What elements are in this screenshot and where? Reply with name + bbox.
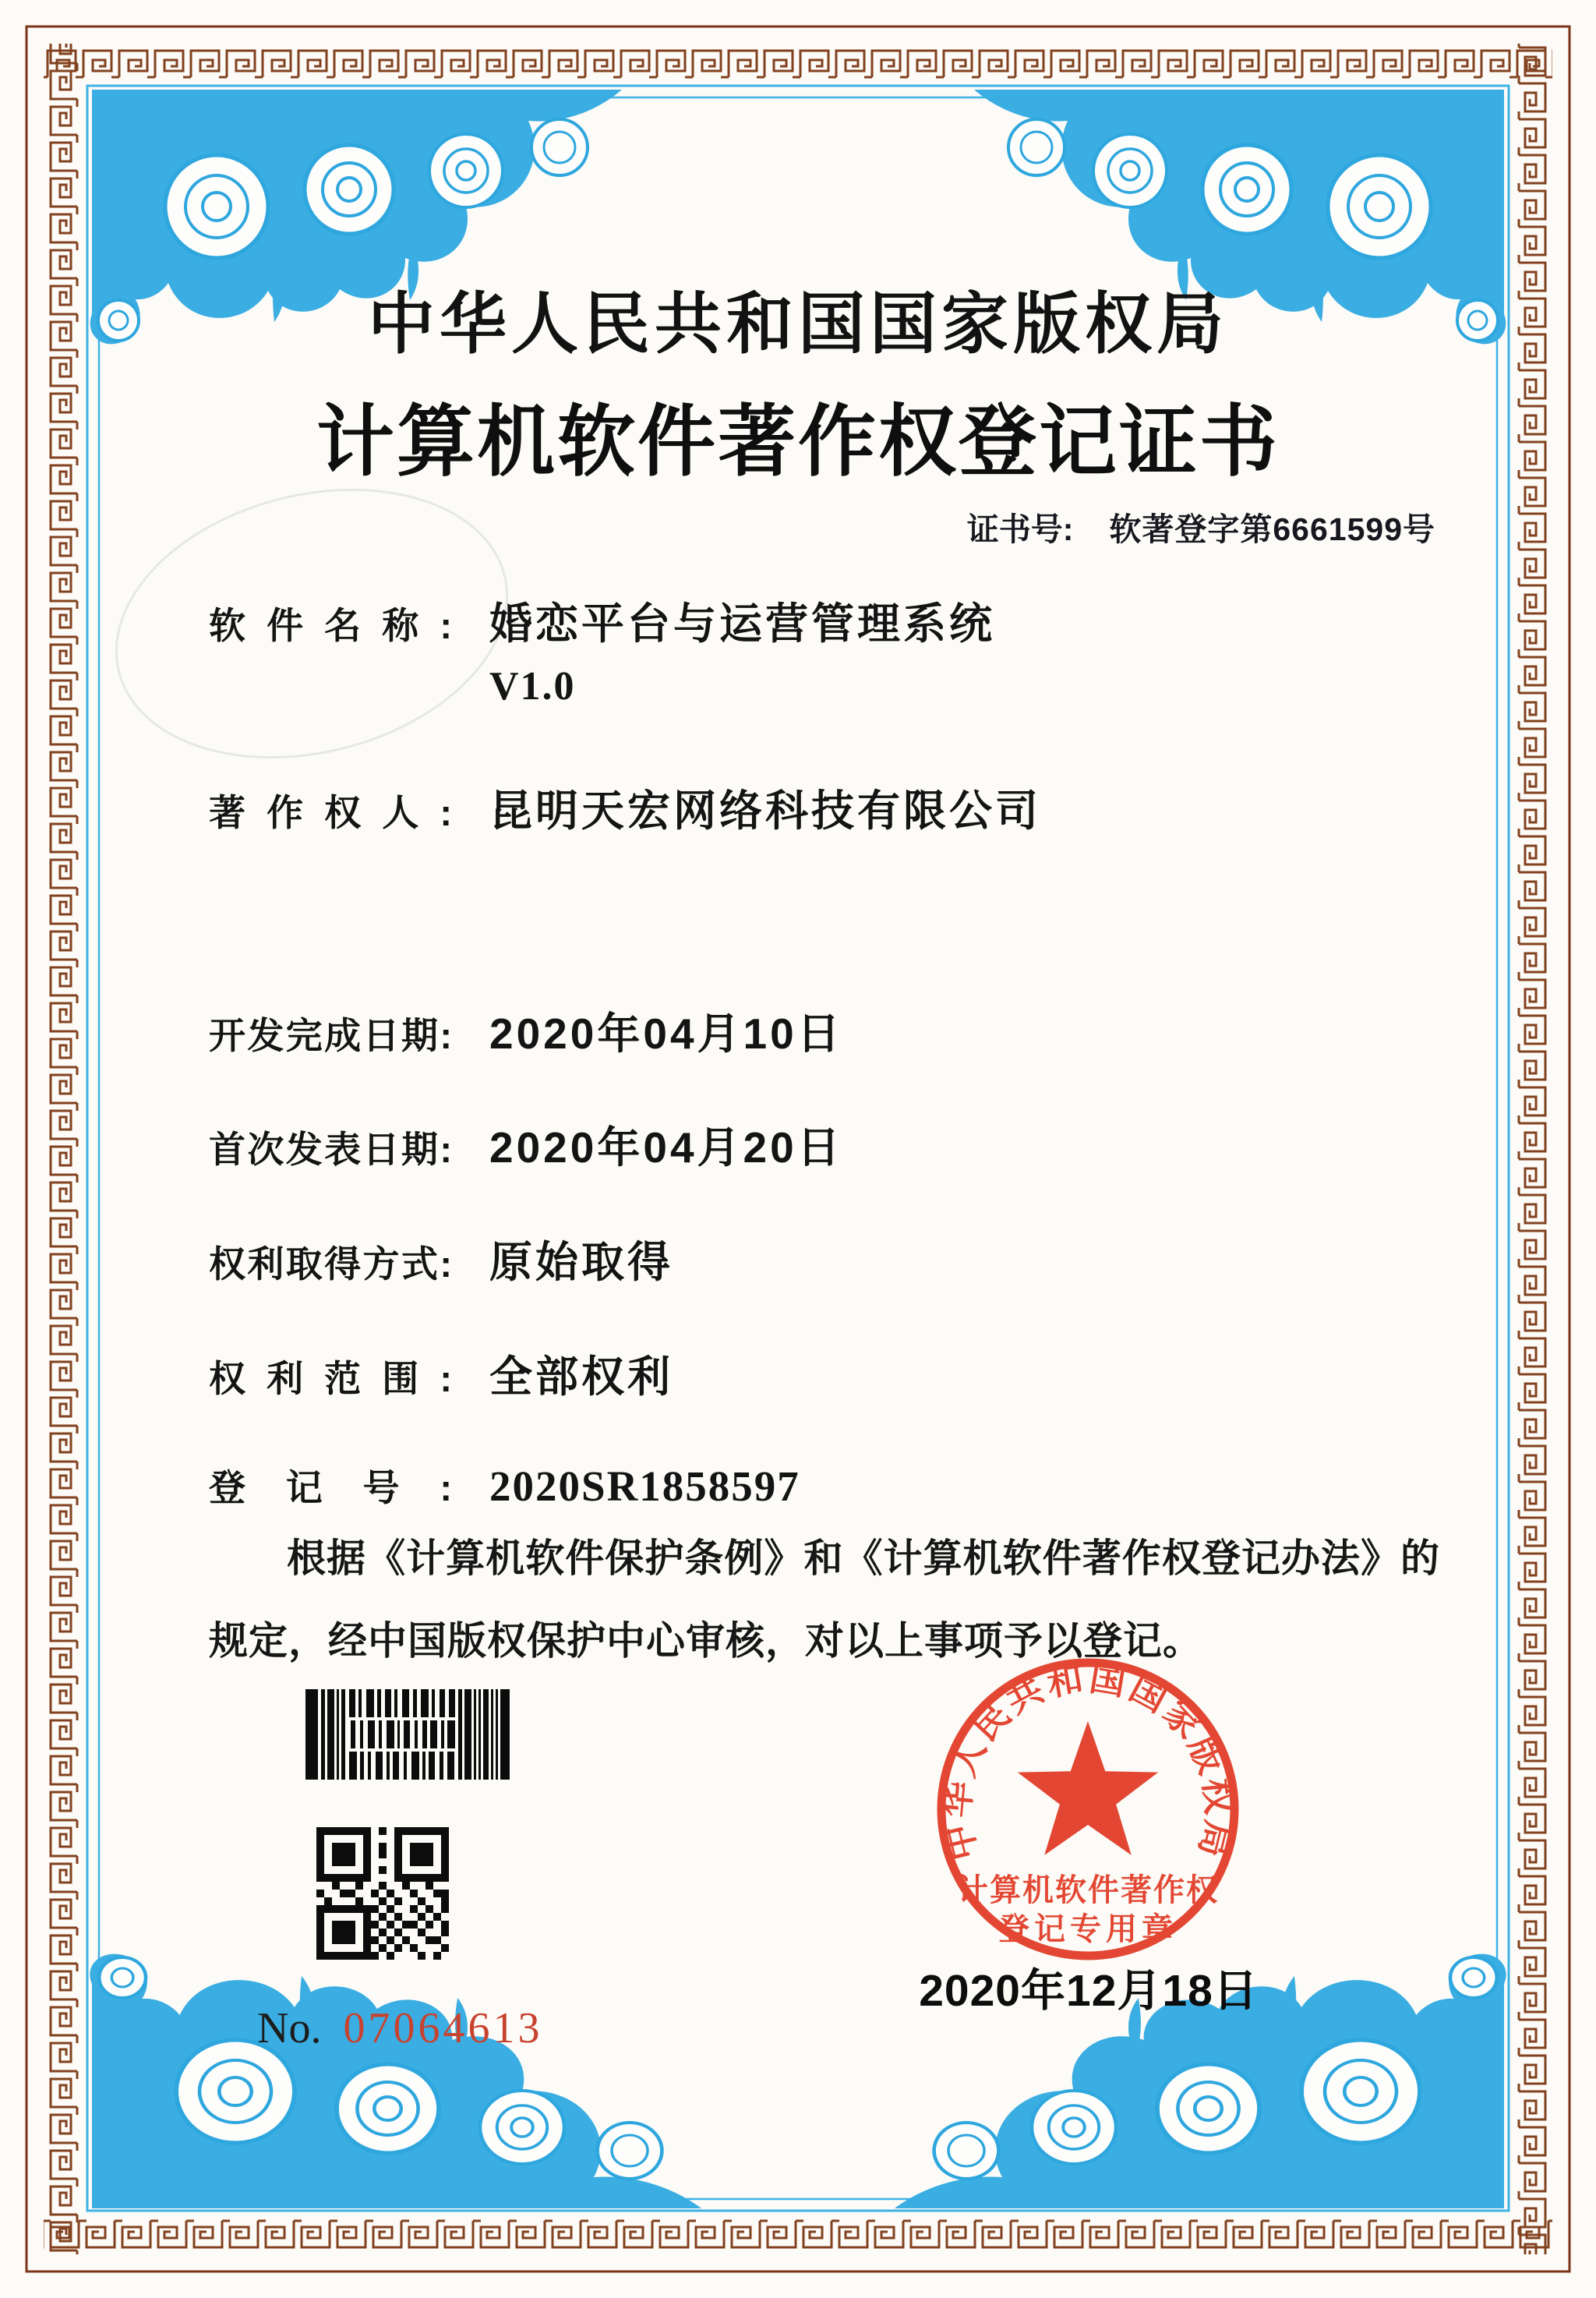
field-label: 开发完成日期: <box>209 1015 452 1056</box>
registration-number-value: 2020SR1858597 <box>489 1462 800 1510</box>
serial-number-value: 07064613 <box>343 2004 543 2052</box>
field-label: 权利范围: <box>209 1358 452 1399</box>
dev-complete-date-value: 2020年04月10日 <box>489 1009 843 1058</box>
software-version-value: V1.0 <box>489 664 576 709</box>
certificate-number-line <box>967 504 1435 550</box>
field-rights-scope <box>209 1342 673 1404</box>
issuing-authority-title: 中华人民共和国国家版权局 <box>368 287 1228 362</box>
software-name-value: 婚恋平台与运营管理系统 <box>489 599 996 648</box>
first-publish-date-value: 2020年04月20日 <box>489 1123 843 1172</box>
field-software-name <box>209 589 995 709</box>
registration-statement: 根据《计算机软件保护条例》和《计算机软件著作权登记办法》的规定，经中国版权保护中心审核，对以上事项予以登记。 <box>209 1536 1440 1663</box>
red-star-icon <box>1018 1721 1159 1855</box>
rights-scope-value: 全部权利 <box>489 1352 674 1401</box>
issue-date: 2020年12月18日 <box>919 1966 1259 2016</box>
copyright-owner-value: 昆明天宏网络科技有限公司 <box>489 787 1042 835</box>
field-first-publish-date <box>209 1113 843 1175</box>
field-label: 著作权人: <box>209 792 452 833</box>
field-label: 首次发表日期: <box>209 1129 452 1170</box>
certificate-number-label: 证书号: <box>966 511 1074 547</box>
serial-number-line <box>257 2003 542 2053</box>
field-label: 登记号: <box>209 1467 452 1508</box>
barcode <box>305 1688 510 1784</box>
field-label: 软件名称: <box>209 605 452 646</box>
serial-number-label: No. <box>257 2004 322 2052</box>
rights-acquisition-value: 原始取得 <box>489 1238 674 1286</box>
certificate-title: 计算机软件著作权登记证书 <box>316 398 1280 486</box>
seal-ring-text: 中华人民共和国国家版权局 <box>935 1656 1241 1865</box>
certificate-number-value: 软著登字第6661599号 <box>1109 511 1435 547</box>
seal-caption-line2: 登记专用章 <box>998 1912 1178 1946</box>
seal-caption-line1: 计算机软件著作权 <box>957 1873 1219 1907</box>
official-seal <box>924 1643 1252 1987</box>
field-label: 权利取得方式: <box>209 1243 452 1285</box>
field-rights-acquisition <box>209 1228 673 1289</box>
field-dev-complete-date <box>209 999 843 1061</box>
qr-code <box>316 1827 449 1964</box>
field-registration-number <box>209 1459 800 1511</box>
field-copyright-owner <box>209 776 1041 838</box>
